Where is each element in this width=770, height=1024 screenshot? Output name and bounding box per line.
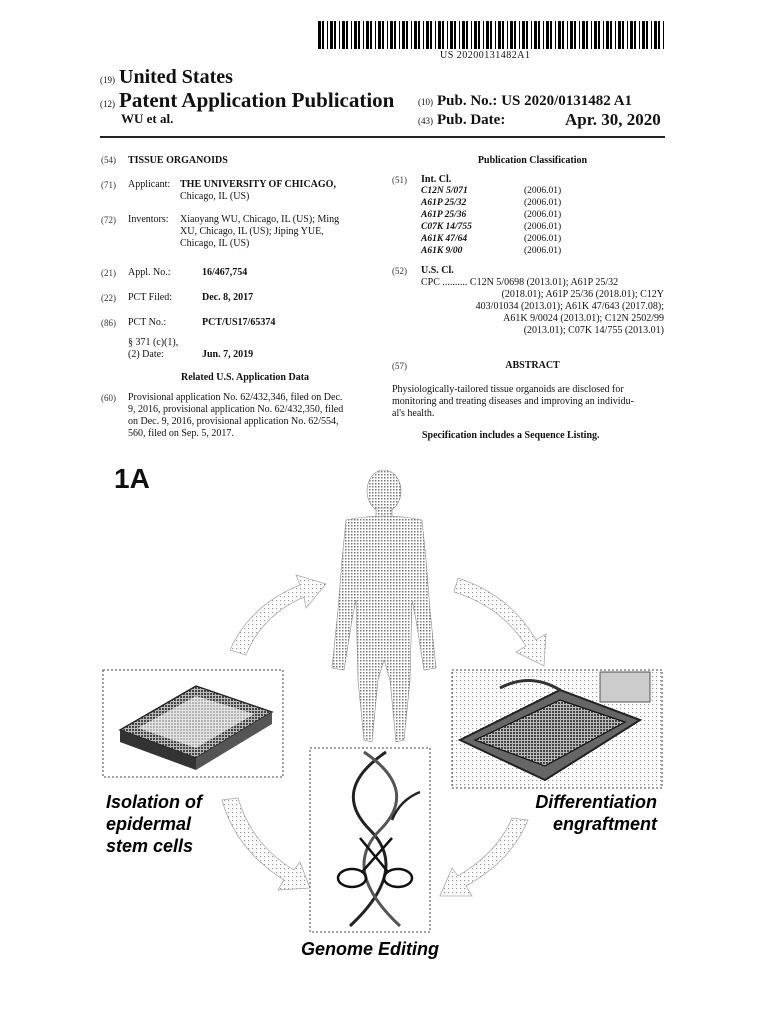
country: United States bbox=[119, 66, 233, 88]
barcode bbox=[318, 21, 666, 49]
int-class-date: (2006.01) bbox=[524, 186, 562, 196]
int-class-code: C12N 5/071 bbox=[421, 186, 468, 196]
appl-no: 16/467,754 bbox=[202, 267, 248, 278]
caption-genome-editing: Genome Editing bbox=[300, 939, 440, 959]
appl-label: Appl. No.: bbox=[128, 267, 171, 278]
title-code: (54) bbox=[101, 155, 116, 165]
int-class-date: (2006.01) bbox=[524, 198, 562, 208]
inventors-line1: Xiaoyang WU, Chicago, IL (US); Ming bbox=[180, 214, 340, 225]
cpc-line5: (2013.01); C07K 14/755 (2013.01) bbox=[523, 325, 664, 336]
date-label: (2) Date: bbox=[128, 349, 164, 360]
cpc-line4: A61K 9/0024 (2013.01); C12N 2502/99 bbox=[503, 313, 664, 324]
provisional-code: (60) bbox=[101, 393, 116, 403]
cycle-arrow-icon bbox=[454, 578, 546, 666]
int-class-date: (2006.01) bbox=[524, 234, 562, 244]
caption-isolation-line1: Isolation of bbox=[106, 792, 202, 812]
int-cl-label: Int. Cl. bbox=[421, 174, 452, 185]
int-class-date: (2006.01) bbox=[524, 222, 562, 232]
applicant-code: (71) bbox=[101, 180, 116, 190]
caption-differentiation: Differentiation bbox=[535, 792, 657, 812]
date-value: Jun. 7, 2019 bbox=[202, 349, 254, 360]
int-class-row bbox=[421, 222, 561, 232]
applicant-label: Applicant: bbox=[128, 179, 171, 190]
provisional-line4: 560, filed on Sep. 5, 2017. bbox=[128, 428, 234, 439]
cycle-arrow-icon bbox=[230, 575, 326, 655]
pub-date-label: Pub. Date: bbox=[437, 112, 506, 128]
inventors-label: Inventors: bbox=[128, 214, 169, 225]
abstract-line1: Physiologically-tailored tissue organoids are disclosed for bbox=[392, 384, 624, 395]
pct-no-label: PCT No.: bbox=[128, 317, 167, 328]
pct-no-code: (86) bbox=[101, 318, 116, 328]
provisional-line3: on Dec. 9, 2016, provisional application No. 62/554, bbox=[128, 416, 339, 427]
figure-illustration bbox=[0, 450, 770, 1020]
int-class-code: A61P 25/36 bbox=[421, 210, 467, 220]
inventors-line3: Chicago, IL (US) bbox=[180, 238, 250, 249]
pub-date: Apr. 30, 2020 bbox=[565, 110, 661, 129]
cycle-arrow-icon bbox=[222, 798, 310, 890]
cpc-line3: 403/01034 (2013.01); A61K 47/643 (2017.08); bbox=[475, 301, 664, 312]
int-class-code: C07K 14/755 bbox=[421, 222, 472, 232]
pub-no-label: Pub. No.: bbox=[437, 93, 498, 109]
inventors-short: WU et al. bbox=[121, 111, 174, 126]
provisional-line2: 9, 2016, provisional application No. 62/432,350, filed bbox=[128, 404, 344, 415]
pct-no: PCT/US17/65374 bbox=[202, 317, 276, 328]
applicant-location: Chicago, IL (US) bbox=[180, 191, 250, 202]
pub-class-heading: Publication Classification bbox=[477, 155, 588, 166]
int-class-row bbox=[421, 234, 561, 244]
figure-label: 1A bbox=[114, 463, 150, 494]
int-class-date: (2006.01) bbox=[524, 210, 562, 220]
country-line bbox=[100, 66, 233, 89]
caption-isolation-line3: stem cells bbox=[106, 836, 194, 856]
int-class-row bbox=[421, 210, 561, 220]
section-371: § 371 (c)(1), bbox=[128, 337, 179, 348]
int-cl-code: (51) bbox=[392, 175, 407, 185]
appl-code: (21) bbox=[101, 268, 116, 278]
abstract-code: (57) bbox=[392, 361, 407, 371]
us-cl-code: (52) bbox=[392, 266, 407, 276]
header-rule bbox=[100, 136, 665, 138]
provisional-line1: Provisional application No. 62/432,346, filed on Dec. bbox=[128, 392, 343, 403]
tag-19: (19) bbox=[100, 75, 115, 85]
pct-filed-code: (22) bbox=[101, 293, 116, 303]
related-heading: Related U.S. Application Data bbox=[180, 372, 310, 383]
caption-engraftment: engraftment bbox=[552, 814, 657, 834]
int-class-row bbox=[421, 186, 561, 196]
genome-editing-image bbox=[310, 748, 430, 932]
patent-title: TISSUE ORGANOIDS bbox=[128, 155, 228, 166]
int-class-date: (2006.01) bbox=[524, 246, 562, 256]
cpc-line2: (2018.01); A61P 25/36 (2018.01); C12Y bbox=[501, 289, 664, 300]
publication-title: Patent Application Publication bbox=[119, 88, 395, 112]
tag-43: (43) bbox=[418, 116, 433, 126]
human-figure-icon bbox=[332, 470, 436, 742]
pub-no-line bbox=[418, 93, 632, 110]
applicant-name: THE UNIVERSITY OF CHICAGO, bbox=[180, 179, 336, 190]
cell-culture-dish-image bbox=[103, 670, 283, 777]
int-class-row bbox=[421, 246, 561, 256]
int-class-row bbox=[421, 198, 561, 208]
inventors-code: (72) bbox=[101, 215, 116, 225]
sequence-listing-note: Specification includes a Sequence Listing. bbox=[422, 430, 600, 441]
pct-filed-label: PCT Filed: bbox=[128, 292, 172, 303]
abstract-line3: al's health. bbox=[392, 408, 435, 419]
engraftment-image bbox=[452, 670, 662, 788]
abstract-heading: ABSTRACT bbox=[505, 360, 560, 371]
tag-12: (12) bbox=[100, 99, 115, 109]
inventors-line2: XU, Chicago, IL (US); Jiping YUE, bbox=[180, 226, 324, 237]
us-cl-label: U.S. Cl. bbox=[421, 265, 454, 276]
caption-isolation-line2: epidermal bbox=[106, 814, 192, 834]
cpc-line1: CPC .......... C12N 5/0698 (2013.01); A61P 25/32 bbox=[421, 277, 619, 288]
int-class-code: A61K 47/64 bbox=[421, 234, 468, 244]
cycle-arrow-icon bbox=[440, 818, 528, 896]
pub-date-line bbox=[418, 112, 505, 129]
publication-type bbox=[100, 88, 394, 113]
pct-filed: Dec. 8, 2017 bbox=[202, 292, 254, 303]
abstract-line2: monitoring and treating diseases and improving an individu- bbox=[392, 396, 634, 407]
barcode-number: US 20200131482A1 bbox=[440, 50, 531, 61]
pub-no: US 2020/0131482 A1 bbox=[501, 93, 633, 109]
int-class-code: A61P 25/32 bbox=[421, 198, 467, 208]
int-class-code: A61K 9/00 bbox=[421, 246, 463, 256]
tag-10: (10) bbox=[418, 97, 433, 107]
